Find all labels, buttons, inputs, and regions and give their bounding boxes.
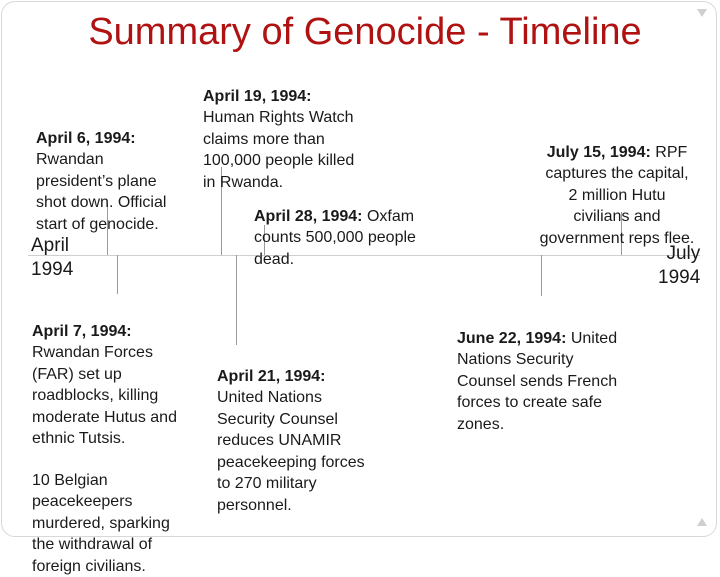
timeline-start-label: April 1994 [31,235,74,280]
event-text: RPF captures the capital, 2 million Hutu civilians and government reps flee. [539,143,695,247]
event-date: July 15, 1994: [546,143,651,161]
event-date: June 22, 1994: [457,329,567,347]
event-date: April 21, 1994: [217,367,326,385]
event-text: Rwandan Forces (FAR) set up roadblocks, killing moderate Hutus and ethnic Tutsis. [32,344,177,447]
event-date: April 28, 1994: [254,207,363,225]
event-july-15 [528,120,706,249]
event-april-28 [254,184,416,270]
event-june-22 [457,306,617,435]
event-text: United Nations Security Counsel sends French forces to create safe zones. [457,329,618,433]
tick-jun22 [541,255,542,296]
event-date: April 6, 1994: [36,129,136,147]
event-text: Rwandan president’s plane shot down. Official start of genocide. [36,151,167,233]
event-text: 10 Belgian peacekeepers murdered, sparking the withdrawal of foreign civilians. [32,471,170,575]
event-belgian-peacekeepers [32,448,170,577]
event-april-6 [36,106,166,235]
event-date: April 7, 1994: [32,322,132,340]
event-april-21 [217,344,365,516]
event-text: Human Rights Watch claims more than 100,000 people killed in Rwanda. [203,109,355,191]
event-april-7 [32,299,177,450]
event-date: April 19, 1994: [203,87,312,105]
slide-title: Summary of Genocide - Timeline [88,11,642,53]
corner-marker-bottom [697,518,707,526]
tick-apr21 [236,255,237,345]
tick-apr7 [117,255,118,294]
event-text: Oxfam counts 500,000 people dead. [254,207,416,268]
event-april-19 [203,64,354,193]
timeline-end-label: July 1994 [658,243,701,288]
event-text: United Nations Security Counsel reduces UNAMIR peacekeeping forces to 270 military personnel. [217,389,365,514]
